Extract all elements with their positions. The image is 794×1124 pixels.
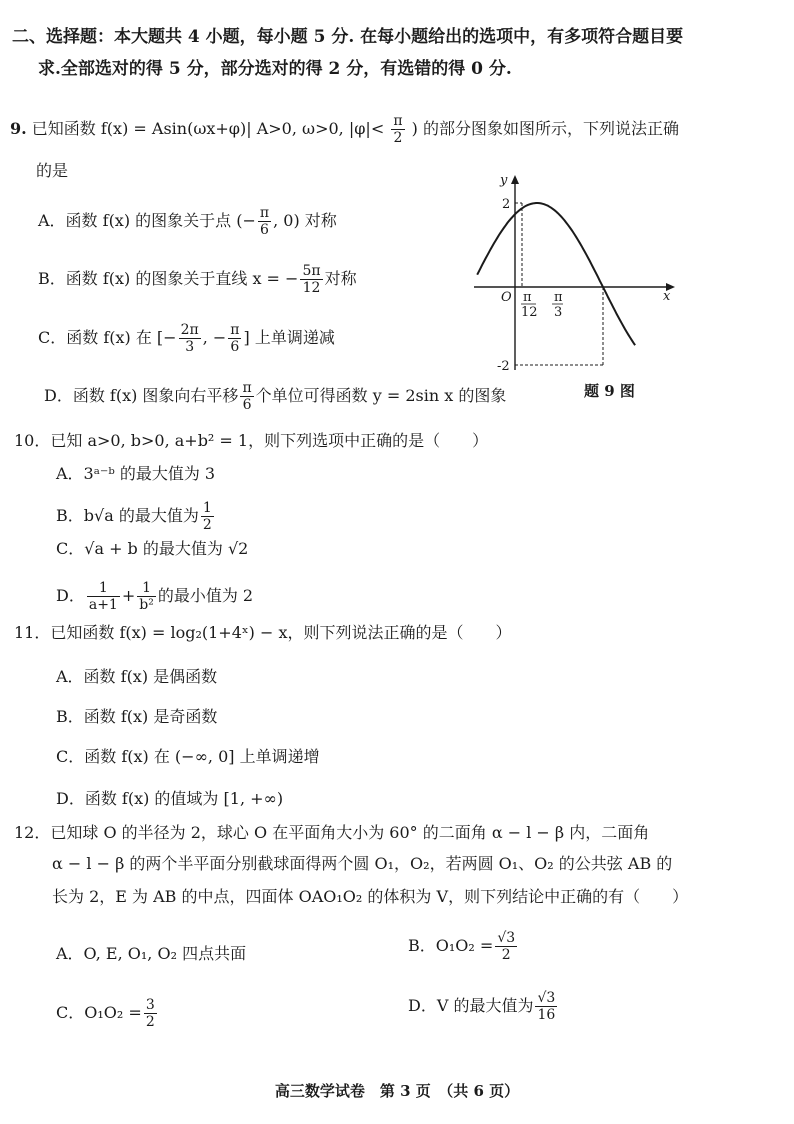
q9-number: 9. — [10, 119, 27, 138]
q9-figure-caption: 题 9 图 — [584, 382, 635, 400]
section-heading-line2: 求.全部选对的得 5 分，部分选对的得 2 分，有选错的得 0 分. — [38, 59, 512, 79]
q11-option-b: B．函数 f(x) 是奇函数 — [56, 707, 218, 726]
tick2-numerator: π — [554, 290, 563, 305]
q12-option-c: C．O₁O₂ = $\frac{3}{2}$ — [56, 997, 155, 1030]
sine-curve — [477, 203, 635, 345]
section-heading-line1: 二、选择题：本大题共 4 小题，每小题 5 分. 在每小题给出的选项中，有多项符合题目要 — [12, 27, 684, 47]
q12-option-d: D．V 的最大值为 $\frac{√3}{16}$ — [408, 990, 556, 1023]
q9-option-d: D．函数 f(x) 图象向右平移 $\frac{\pi}{6}$ 个单位可得函数 y = 2sin x 的图象 — [44, 380, 507, 413]
min-value-label: -2 — [497, 359, 510, 374]
q9-stem-line2: 的是 — [36, 161, 69, 180]
q9-option-c: C．函数 f(x) 在 [− $\frac{2\pi}{3}$ , − $\frac{\pi}{6}$ ] 上单调递减 — [38, 322, 335, 355]
q11-option-d: D．函数 f(x) 的值域为 [1, +∞) — [56, 789, 284, 808]
q9-option-b: B．函数 f(x) 的图象关于直线 x = − $\frac{5\pi}{12}$ 对称 — [38, 263, 357, 296]
q9-stem-b: ) 的部分图象如图所示，下列说法正确 — [411, 119, 679, 138]
q10-option-c: C．√a + b 的最大值为 √2 — [56, 539, 249, 558]
q9-option-a: A．函数 f(x) 的图象关于点 (− $\frac{\pi}{6}$ , 0) 对称 — [38, 205, 337, 238]
tick2-denominator: 3 — [554, 305, 563, 320]
tick1-numerator: π — [523, 290, 532, 305]
q11-option-a: A．函数 f(x) 是偶函数 — [56, 667, 218, 686]
q12-option-a: A．O, E, O₁, O₂ 四点共面 — [56, 944, 247, 963]
y-axis-arrow — [511, 175, 519, 184]
q9-stem-line1 — [10, 113, 679, 146]
x-axis-label: x — [663, 289, 671, 304]
y-axis-label: y — [500, 173, 508, 188]
q9-function-graph — [470, 170, 685, 380]
page-footer: 高三数学试卷 第 3 页 （共 6 页） — [274, 1082, 520, 1100]
q12-option-b: B．O₁O₂ = $\frac{√3}{2}$ — [408, 930, 516, 963]
q12-stem-line3: 长为 2，E 为 AB 的中点，四面体 OAO₁O₂ 的体积为 V，则下列结论中正确的有（ ） — [52, 887, 689, 906]
q12-stem-line2: α − l − β 的两个半平面分别截球面得两个圆 O₁，O₂，若两圆 O₁、O₂ 的公共弦 AB 的 — [52, 854, 673, 873]
origin-label: O — [501, 290, 512, 305]
q10-option-b: B．b√a 的最大值为 $\frac{1}{2}$ — [56, 500, 212, 533]
q11-stem: 11．已知函数 f(x) = log₂(1+4ˣ) − x，则下列说法正确的是（ ） — [14, 623, 512, 642]
max-value-label: 2 — [502, 197, 511, 212]
tick1-denominator: 12 — [521, 305, 538, 320]
q10-option-d: D． $\frac{1}{a+1}$ + $\frac{1}{\text{b²}}$ 的最小值为 2 — [56, 580, 254, 613]
q9-stem-a: 已知函数 f(x) = Asin(ωx+φ)| A>0, ω>0, |φ|< — [31, 119, 385, 138]
q9-stem-fraction: $\frac{\pi}{2}$ — [393, 113, 403, 146]
q10-stem: 10．已知 a>0, b>0, a+b² = 1，则下列选项中正确的是（ ） — [14, 431, 489, 450]
q12-stem-line1: 12．已知球 O 的半径为 2，球心 O 在平面角大小为 60° 的二面角 α − l − β 内，二面角 — [14, 823, 650, 842]
q11-option-c: C．函数 f(x) 在 (−∞, 0] 上单调递增 — [56, 747, 320, 766]
q10-option-a: A．3ᵃ⁻ᵇ 的最大值为 3 — [56, 464, 216, 483]
